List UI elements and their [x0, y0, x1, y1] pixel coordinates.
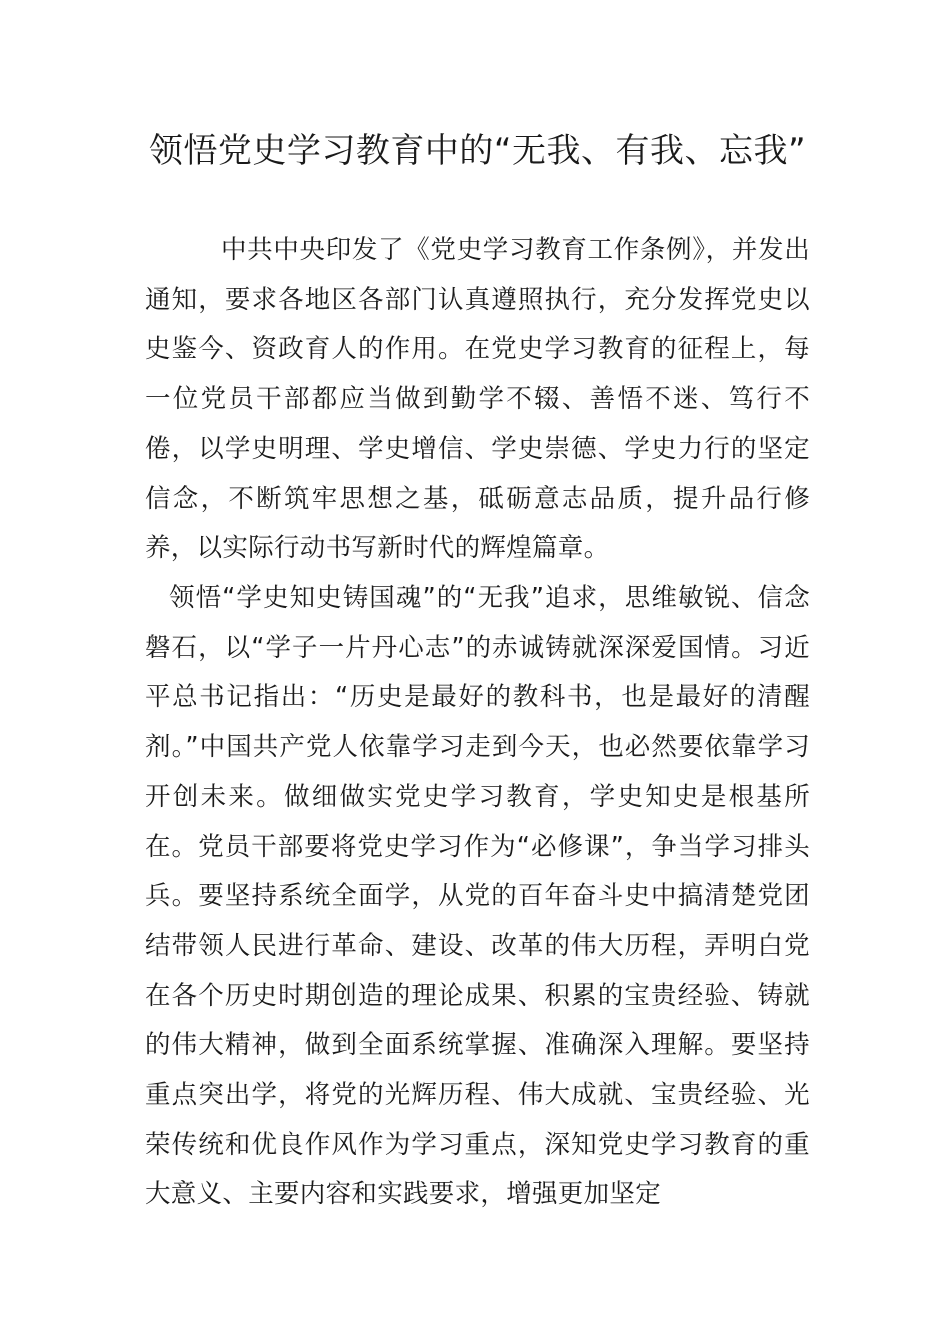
paragraph-intro: 中共中央印发了《党史学习教育工作条例》，并发出通知，要求各地区各部门认真遵照执行，充分发挥党史以史鉴今、资政育人的作用。在党史学习教育的征程上，每一位党员干部都应当做到勤学不辍、善悟不迷、笃行不倦，以学史明理、学史增信、学史崇德、学史力行的坚定信念，不断筑牢思想之基，砥砺意志品质，提升品行修养，以实际行动书写新时代的辉煌篇章。 [145, 235, 810, 564]
paragraph-wuwo: 领悟“学史知史铸国魂”的“无我”追求，思维敏锐、信念磐石，以“学子一片丹心志”的赤诚铸就深深爱国情。习近平总书记指出：“历史是最好的教科书，也是最好的清醒剂。”中国共产党人依靠学习走到今天，也必然要依靠学习开创未来。做细做实党史学习教育，学史知史是根基所在。党员干部要将党史学习作为“必修课”，争当学习排头兵。要坚持系统全面学，从党的百年奋斗史中搞清楚党团结带领人民进行革命、建设、改革的伟大历程，弄明白党在各个历史时期创造的理论成果、积累的宝贵经验、铸就的伟大精神，做到全面系统掌握、准确深入理解。要坚持重点突出学，将党的光辉历程、伟大成就、宝贵经验、光荣传统和优良作风作为学习重点，深知党史学习教育的重大意义、主要内容和实践要求，增强更加坚定 [145, 583, 810, 1210]
document-title: 领悟党史学习教育中的“无我、有我、忘我” [148, 131, 807, 171]
